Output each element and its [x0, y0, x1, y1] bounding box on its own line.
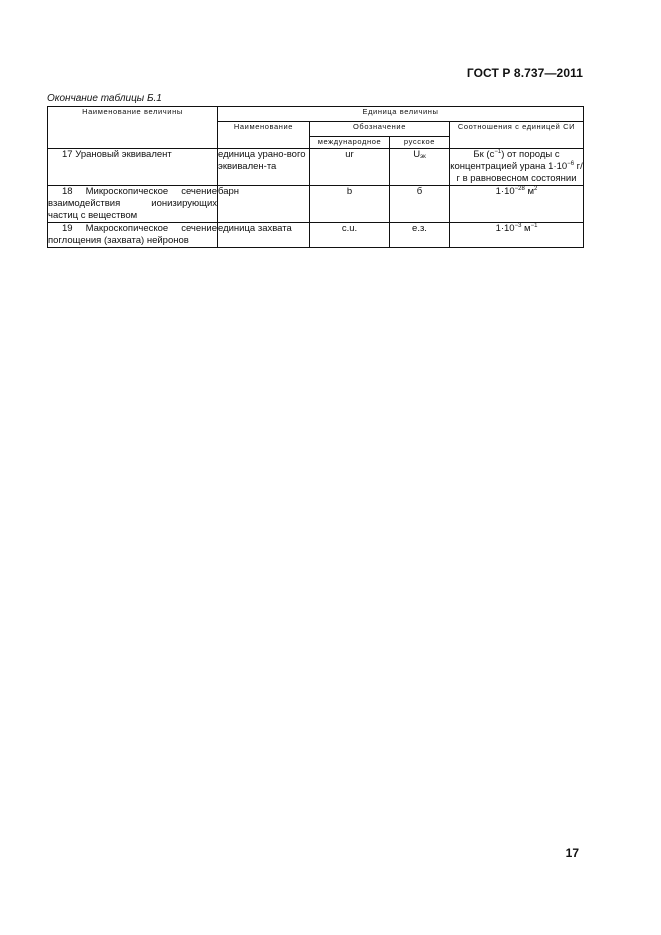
russian-symbol-cell — [390, 223, 450, 248]
unit-name-cell — [218, 223, 310, 248]
table-row — [48, 149, 584, 186]
ratio-base: 1·10 — [495, 223, 515, 234]
header-russian: русское — [390, 137, 450, 149]
unit-name-cell — [218, 186, 310, 223]
ratio-cell — [450, 186, 584, 223]
ratio-exponent: −1 — [494, 149, 502, 155]
header-designation: Обозначение — [310, 122, 450, 137]
quantity-cell — [48, 186, 218, 223]
quantity-name: Урановый эквивалент — [75, 149, 172, 160]
russian-symbol-subscript: эк — [420, 154, 426, 160]
table-row — [48, 223, 584, 248]
quantity-name: Макроскопическое сечение поглощения (захвата) нейронов — [48, 223, 218, 246]
unit-name: единица урано-вого эквивален-та — [218, 149, 306, 172]
unit-name: барн — [218, 186, 240, 197]
russian-symbol: б — [416, 186, 423, 197]
international-symbol: ur — [345, 149, 354, 160]
quantity-cell — [48, 149, 218, 186]
ratio-base: 1·10 — [495, 186, 515, 197]
document-code: ГОСТ Р 8.737—2011 — [466, 66, 583, 80]
ratio-unit-exponent: 2 — [534, 186, 538, 192]
ratio-exponent: −3 — [514, 223, 522, 229]
ratio-text: Бк (с — [473, 149, 495, 160]
ratio-exponent: −28 — [514, 186, 525, 192]
international-symbol-cell — [310, 223, 390, 248]
ratio-unit: м — [524, 186, 535, 197]
unit-name: единица захвата — [218, 223, 292, 234]
ratio-text: г/г в равновесном состоянии — [456, 161, 583, 184]
row-number: 17 — [62, 149, 73, 160]
table-header-row — [48, 107, 584, 122]
international-symbol-cell — [310, 186, 390, 223]
header-unit-name: Наименование — [218, 122, 310, 149]
ratio-unit: м — [521, 223, 531, 234]
table-caption: Окончание таблицы Б.1 — [47, 93, 162, 104]
header-ratio: Соотношения с единицей СИ — [450, 122, 584, 149]
table-row — [48, 186, 584, 223]
quantity-name: Микроскопическое сечение взаимодействия ионизирующих частиц с веществом — [48, 186, 217, 221]
russian-symbol-cell — [390, 149, 450, 186]
international-symbol: b — [346, 186, 353, 197]
international-symbol: c.u. — [341, 223, 358, 234]
russian-symbol: U — [413, 149, 421, 160]
ratio-exponent: −6 — [567, 161, 575, 167]
row-number: 19 — [62, 223, 73, 234]
row-number: 18 — [62, 186, 73, 197]
unit-name-cell — [218, 149, 310, 186]
header-international: международное — [310, 137, 390, 149]
header-unit: Единица величины — [218, 107, 584, 122]
ratio-unit-exponent: −1 — [530, 223, 538, 229]
quantity-cell — [48, 223, 218, 248]
ratio-cell — [450, 149, 584, 186]
page-number: 17 — [565, 846, 579, 860]
header-quantity-name: Наименование величины — [48, 107, 218, 149]
international-symbol-cell — [310, 149, 390, 186]
ratio-text: ) от породы с концентрацией урана 1·10 — [450, 149, 568, 172]
russian-symbol-cell — [390, 186, 450, 223]
ratio-cell — [450, 223, 584, 248]
units-table — [47, 106, 584, 248]
russian-symbol: е.з. — [412, 223, 427, 234]
